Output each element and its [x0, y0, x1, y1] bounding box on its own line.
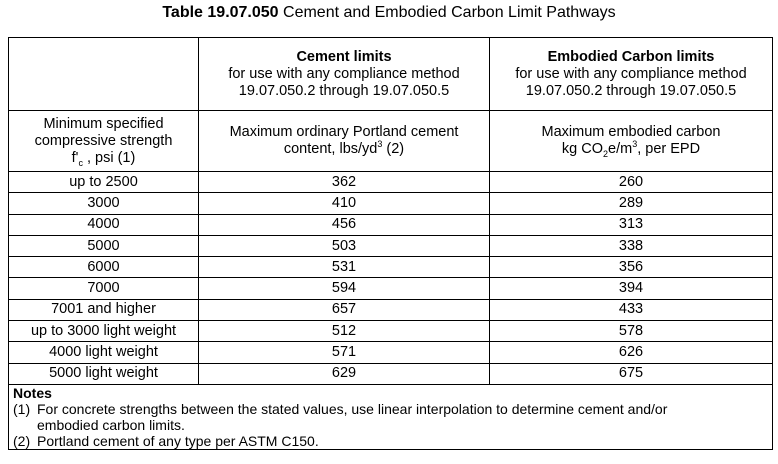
cement-cell: 503: [199, 235, 490, 256]
cement-cell: 410: [199, 193, 490, 214]
carbon-cell: 626: [490, 342, 773, 363]
psi-unit: , psi (1): [82, 149, 136, 166]
carbon-limits-line1: for use with any compliance method: [515, 65, 747, 82]
header-row: [9, 38, 773, 111]
table-number: Table 19.07.050: [162, 4, 279, 21]
strength-cell: 5000: [9, 235, 199, 256]
carbon-cell: 260: [490, 172, 773, 193]
strength-cell: 4000: [9, 214, 199, 235]
note-text-line1: For concrete strengths between the stated values, use linear interpolation to determine cement and/or: [37, 400, 668, 417]
carbon-unit-mid: e/m: [608, 141, 633, 157]
cement-limits-line1: for use with any compliance method: [228, 65, 460, 82]
cement-cell: 456: [199, 214, 490, 235]
cement-cell: 629: [199, 363, 490, 384]
notes-heading: Notes: [13, 384, 52, 401]
table-row: [9, 363, 773, 384]
cement-unit-sup: 3: [377, 139, 383, 150]
table-row: [9, 321, 773, 342]
carbon-limits-table: [8, 37, 773, 450]
carbon-unit-sup: 3: [632, 139, 638, 150]
strength-cell: 4000 light weight: [9, 342, 199, 363]
carbon-cell: 394: [490, 278, 773, 299]
note-number: (1): [13, 400, 31, 417]
note-text-line2: embodied carbon limits.: [37, 416, 185, 433]
table-row: [9, 342, 773, 363]
carbon-cell: 578: [490, 321, 773, 342]
strength-column-header: [9, 111, 199, 172]
cement-limits-line2: 19.07.050.2 through 19.07.050.5: [238, 82, 450, 99]
table-row: [9, 278, 773, 299]
strength-cell: 3000: [9, 193, 199, 214]
carbon-cell: 356: [490, 257, 773, 278]
strength-header-line3: [9, 150, 198, 167]
carbon-cell: 338: [490, 235, 773, 256]
cement-cell: 657: [199, 299, 490, 320]
strength-cell: up to 3000 light weight: [9, 321, 199, 342]
notes-row: [9, 384, 773, 449]
table-title: [0, 3, 778, 23]
cement-cell: 571: [199, 342, 490, 363]
table-title-text: Cement and Embodied Carbon Limit Pathways: [278, 4, 616, 21]
cement-cell: 362: [199, 172, 490, 193]
table-row: [9, 257, 773, 278]
strength-cell: up to 2500: [9, 172, 199, 193]
fc-symbol: f': [71, 149, 79, 166]
cement-column-header: [199, 111, 490, 172]
carbon-cell: 675: [490, 363, 773, 384]
table-row: [9, 214, 773, 235]
co2-subscript: 2: [603, 148, 609, 159]
carbon-limits-line2: 19.07.050.2 through 19.07.050.5: [525, 82, 737, 99]
strength-cell: 7000: [9, 278, 199, 299]
strength-header-line2: compressive strength: [34, 132, 173, 149]
cement-header-line1: Maximum ordinary Portland cement: [229, 124, 459, 140]
note-number: (2): [13, 432, 31, 449]
table-row: [9, 235, 773, 256]
carbon-limits-heading: Embodied Carbon limits: [547, 48, 715, 65]
cement-unit-text: content, lbs/yd: [283, 141, 378, 157]
note-item: [13, 401, 768, 433]
subheader-row: [9, 111, 773, 172]
note-text: [37, 401, 768, 433]
strength-cell: 6000: [9, 257, 199, 278]
cement-note-ref: (2): [382, 141, 405, 157]
cement-header-line2: [199, 141, 489, 158]
carbon-unit-text: kg CO: [561, 141, 604, 157]
cement-cell: 531: [199, 257, 490, 278]
strength-header-line1: Minimum specified: [43, 115, 164, 132]
header-empty-cell: [9, 38, 199, 111]
header-cement-cell: [199, 38, 490, 111]
carbon-header-line2: [490, 141, 772, 158]
table-row: [9, 172, 773, 193]
carbon-cell: 433: [490, 299, 773, 320]
note-text: Portland cement of any type per ASTM C150.: [37, 432, 319, 449]
table-row: [9, 193, 773, 214]
cement-limits-heading: Cement limits: [296, 48, 392, 65]
note-item: [13, 433, 768, 449]
carbon-unit-post: , per EPD: [637, 141, 701, 157]
fc-subscript: c: [78, 157, 83, 168]
strength-cell: 7001 and higher: [9, 299, 199, 320]
notes-cell: [9, 384, 773, 449]
strength-cell: 5000 light weight: [9, 363, 199, 384]
carbon-column-header: [490, 111, 773, 172]
table-row: [9, 299, 773, 320]
carbon-header-line1: Maximum embodied carbon: [541, 124, 721, 140]
cement-cell: 512: [199, 321, 490, 342]
carbon-cell: 313: [490, 214, 773, 235]
carbon-cell: 289: [490, 193, 773, 214]
header-carbon-cell: [490, 38, 773, 111]
cement-cell: 594: [199, 278, 490, 299]
